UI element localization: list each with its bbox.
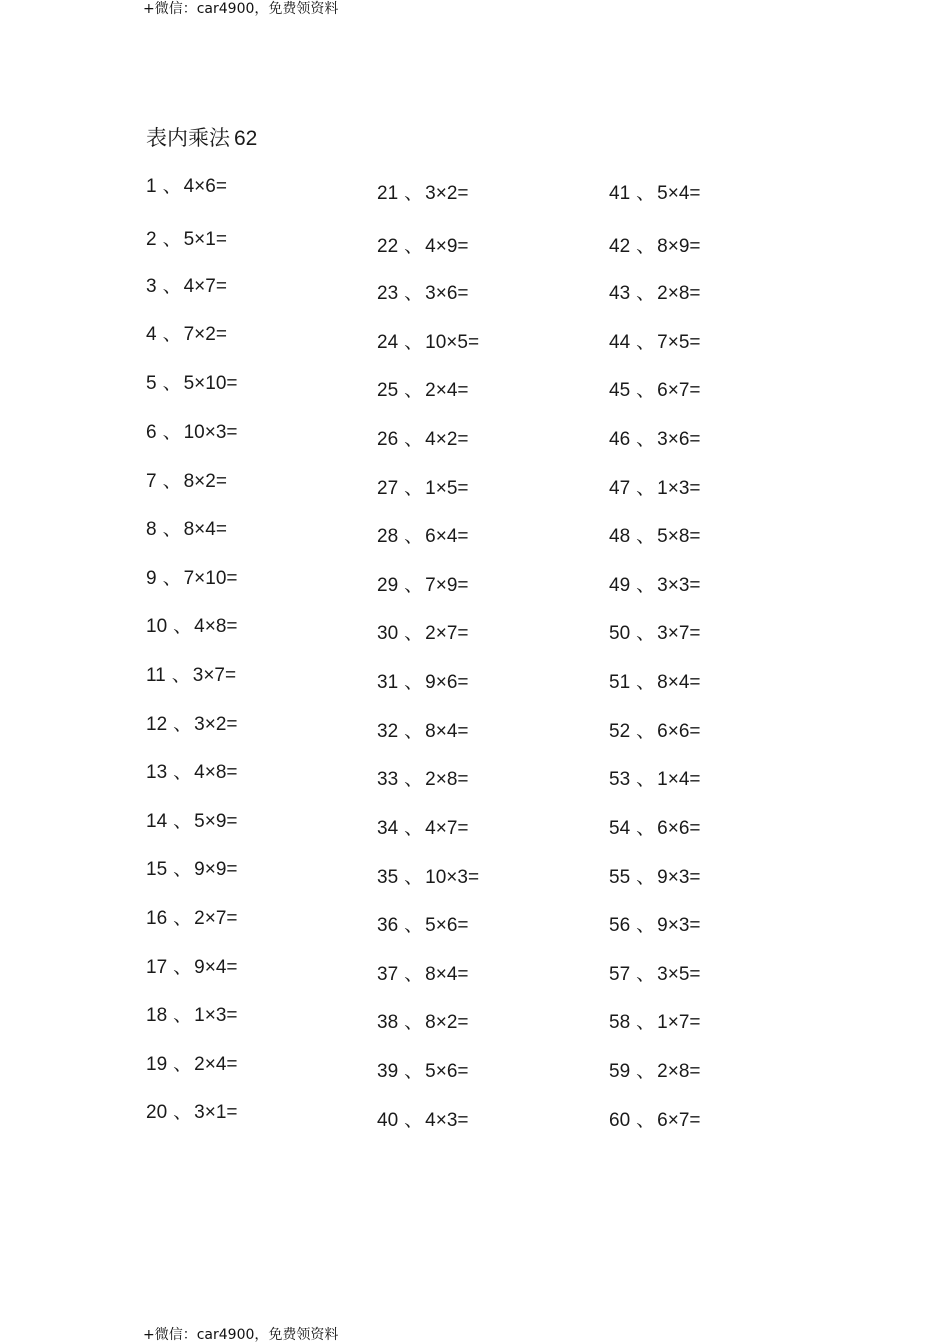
problem-expression: 6×7= xyxy=(657,1110,701,1131)
problem-number: 22 xyxy=(377,236,399,257)
problem-expression: 10×5= xyxy=(425,332,480,353)
problem-separator: 、 xyxy=(404,817,424,839)
problem-item xyxy=(146,469,227,494)
problem-number: 7 xyxy=(146,471,157,492)
problem-separator: 、 xyxy=(404,525,424,547)
problem-item xyxy=(377,767,468,792)
problem-separator: 、 xyxy=(162,567,182,589)
problem-number: 17 xyxy=(146,957,168,978)
problem-expression: 3×5= xyxy=(657,964,701,985)
problem-expression: 10×3= xyxy=(425,867,480,888)
problem-number: 43 xyxy=(609,283,631,304)
problem-item xyxy=(609,427,700,452)
problem-number: 53 xyxy=(609,769,631,790)
problem-number: 24 xyxy=(377,332,399,353)
problem-separator: 、 xyxy=(162,323,182,345)
problem-number: 6 xyxy=(146,422,157,443)
problem-number: 44 xyxy=(609,332,631,353)
problem-expression: 6×6= xyxy=(657,818,701,839)
problem-separator: 、 xyxy=(636,1109,656,1131)
problem-separator: 、 xyxy=(404,282,424,304)
problem-separator: 、 xyxy=(404,671,424,693)
problem-item xyxy=(609,524,700,549)
problem-item xyxy=(609,573,700,598)
problem-item xyxy=(377,670,468,695)
problem-separator: 、 xyxy=(404,1011,424,1033)
problem-expression: 1×3= xyxy=(657,478,701,499)
problem-number: 14 xyxy=(146,811,168,832)
problem-expression: 3×1= xyxy=(194,1102,238,1123)
problem-expression: 2×8= xyxy=(425,769,469,790)
problem-expression: 5×9= xyxy=(194,811,238,832)
problem-expression: 8×4= xyxy=(425,721,469,742)
problem-separator: 、 xyxy=(636,866,656,888)
problem-expression: 8×9= xyxy=(657,236,701,257)
problem-number: 3 xyxy=(146,276,157,297)
problem-expression: 7×5= xyxy=(657,332,701,353)
problem-number: 52 xyxy=(609,721,631,742)
problem-expression: 2×7= xyxy=(194,908,238,929)
problem-number: 55 xyxy=(609,867,631,888)
problem-number: 32 xyxy=(377,721,399,742)
problem-expression: 5×8= xyxy=(657,526,701,547)
problem-item xyxy=(146,760,237,785)
problem-separator: 、 xyxy=(636,720,656,742)
problem-item xyxy=(146,955,237,980)
problem-separator: 、 xyxy=(162,518,182,540)
problem-number: 23 xyxy=(377,283,399,304)
problem-number: 47 xyxy=(609,478,631,499)
problem-expression: 3×7= xyxy=(192,665,237,686)
problem-item xyxy=(377,234,468,259)
problem-separator: 、 xyxy=(636,235,656,257)
problem-number: 30 xyxy=(377,623,399,644)
problem-number: 39 xyxy=(377,1061,399,1082)
problem-expression: 4×7= xyxy=(425,818,469,839)
problem-expression: 5×6= xyxy=(425,1061,469,1082)
problem-item xyxy=(146,566,238,591)
problem-expression: 2×8= xyxy=(657,1061,701,1082)
problem-separator: 、 xyxy=(404,574,424,596)
problem-item xyxy=(609,816,700,841)
problem-number: 40 xyxy=(377,1110,399,1131)
problem-number: 48 xyxy=(609,526,631,547)
problem-number: 13 xyxy=(146,762,168,783)
watermark-bottom: +微信：car4900，免费领资料 xyxy=(143,1327,339,1343)
problem-expression: 6×7= xyxy=(657,380,701,401)
problem-separator: 、 xyxy=(636,1011,656,1033)
problem-separator: 、 xyxy=(404,963,424,985)
problem-separator: 、 xyxy=(173,1101,193,1123)
problem-separator: 、 xyxy=(404,428,424,450)
problem-separator: 、 xyxy=(173,1004,193,1026)
problem-expression: 6×6= xyxy=(657,721,701,742)
problem-number: 18 xyxy=(146,1005,168,1026)
problem-separator: 、 xyxy=(636,768,656,790)
problem-item xyxy=(146,663,236,688)
problem-expression: 4×7= xyxy=(183,276,227,297)
problem-expression: 1×5= xyxy=(425,478,469,499)
problem-number: 4 xyxy=(146,324,157,345)
problem-separator: 、 xyxy=(404,866,424,888)
problem-item xyxy=(609,621,700,646)
problem-item xyxy=(609,913,700,938)
title-text: 表内乘法 xyxy=(146,126,230,150)
problem-item xyxy=(377,621,468,646)
problem-item xyxy=(377,1059,468,1084)
problem-expression: 8×4= xyxy=(183,519,227,540)
problem-separator: 、 xyxy=(404,235,424,257)
problem-expression: 4×6= xyxy=(183,176,227,197)
problem-expression: 9×3= xyxy=(657,915,701,936)
problem-expression: 4×9= xyxy=(425,236,469,257)
problem-expression: 3×2= xyxy=(194,714,238,735)
problem-item xyxy=(146,517,227,542)
problem-item xyxy=(609,767,700,792)
problem-expression: 7×10= xyxy=(183,568,238,589)
problem-expression: 1×7= xyxy=(657,1012,701,1033)
problem-item xyxy=(377,281,468,306)
problem-item xyxy=(609,476,700,501)
problem-number: 27 xyxy=(377,478,399,499)
problem-number: 35 xyxy=(377,867,399,888)
problem-number: 1 xyxy=(146,176,157,197)
problem-separator: 、 xyxy=(173,858,193,880)
problem-number: 8 xyxy=(146,519,157,540)
problem-item xyxy=(609,181,700,206)
problem-expression: 9×4= xyxy=(194,957,238,978)
problem-item xyxy=(377,865,479,890)
problem-item xyxy=(146,614,237,639)
problem-number: 12 xyxy=(146,714,168,735)
problem-number: 33 xyxy=(377,769,399,790)
problem-separator: 、 xyxy=(404,1060,424,1082)
problem-number: 46 xyxy=(609,429,631,450)
title-number: 62 xyxy=(234,127,258,150)
problem-separator: 、 xyxy=(636,379,656,401)
problem-separator: 、 xyxy=(404,477,424,499)
problem-item xyxy=(377,378,468,403)
problem-item xyxy=(377,913,468,938)
problem-expression: 4×3= xyxy=(425,1110,469,1131)
problem-separator: 、 xyxy=(173,907,193,929)
problem-separator: 、 xyxy=(162,275,182,297)
problem-separator: 、 xyxy=(404,622,424,644)
problem-item xyxy=(146,1052,237,1077)
problem-separator: 、 xyxy=(173,956,193,978)
problem-separator: 、 xyxy=(636,477,656,499)
problem-item xyxy=(146,174,227,199)
problem-item xyxy=(609,719,700,744)
problem-expression: 3×3= xyxy=(657,575,701,596)
problem-expression: 8×2= xyxy=(425,1012,469,1033)
problem-separator: 、 xyxy=(173,761,193,783)
problem-number: 26 xyxy=(377,429,399,450)
problem-separator: 、 xyxy=(404,1109,424,1131)
problem-expression: 5×6= xyxy=(425,915,469,936)
problem-item xyxy=(377,524,468,549)
problem-separator: 、 xyxy=(404,182,424,204)
problem-expression: 9×3= xyxy=(657,867,701,888)
problem-item xyxy=(609,281,700,306)
problem-expression: 3×6= xyxy=(425,283,469,304)
problem-item xyxy=(146,371,238,396)
problem-number: 50 xyxy=(609,623,631,644)
problem-separator: 、 xyxy=(162,421,182,443)
problem-separator: 、 xyxy=(636,622,656,644)
problem-item xyxy=(609,1010,700,1035)
problem-expression: 2×7= xyxy=(425,623,469,644)
problem-separator: 、 xyxy=(173,615,193,637)
page-title xyxy=(146,125,257,152)
problem-number: 41 xyxy=(609,183,631,204)
problem-item xyxy=(146,274,227,299)
problem-expression: 4×8= xyxy=(194,762,238,783)
problem-separator: 、 xyxy=(173,810,193,832)
problem-item xyxy=(146,420,238,445)
problem-number: 37 xyxy=(377,964,399,985)
problem-expression: 8×4= xyxy=(657,672,701,693)
problem-expression: 7×2= xyxy=(183,324,227,345)
problem-item xyxy=(146,809,237,834)
problem-item xyxy=(609,378,700,403)
problem-number: 42 xyxy=(609,236,631,257)
problem-number: 5 xyxy=(146,373,157,394)
problem-number: 16 xyxy=(146,908,168,929)
problem-item xyxy=(377,816,468,841)
problem-separator: 、 xyxy=(636,963,656,985)
problem-item xyxy=(377,330,479,355)
problem-expression: 5×4= xyxy=(657,183,701,204)
problem-expression: 2×4= xyxy=(194,1054,238,1075)
problem-item xyxy=(609,1108,700,1133)
problem-expression: 3×2= xyxy=(425,183,469,204)
problem-separator: 、 xyxy=(636,817,656,839)
problem-separator: 、 xyxy=(636,914,656,936)
problem-number: 38 xyxy=(377,1012,399,1033)
problem-separator: 、 xyxy=(636,574,656,596)
problem-item xyxy=(377,181,468,206)
problem-item xyxy=(377,573,468,598)
problem-separator: 、 xyxy=(636,331,656,353)
problem-separator: 、 xyxy=(636,525,656,547)
problem-number: 15 xyxy=(146,859,168,880)
problem-number: 60 xyxy=(609,1110,631,1131)
problem-separator: 、 xyxy=(162,372,182,394)
problem-item xyxy=(146,712,237,737)
problem-number: 28 xyxy=(377,526,399,547)
problem-separator: 、 xyxy=(162,175,182,197)
problem-expression: 7×9= xyxy=(425,575,469,596)
problem-expression: 1×3= xyxy=(194,1005,238,1026)
problem-item xyxy=(377,719,468,744)
problem-separator: 、 xyxy=(636,1060,656,1082)
problem-number: 49 xyxy=(609,575,631,596)
problem-item xyxy=(146,227,227,252)
problem-expression: 4×8= xyxy=(194,616,238,637)
problem-separator: 、 xyxy=(636,671,656,693)
problem-number: 19 xyxy=(146,1054,168,1075)
problem-item xyxy=(377,476,468,501)
problem-number: 58 xyxy=(609,1012,631,1033)
problem-item xyxy=(609,330,700,355)
problem-expression: 1×4= xyxy=(657,769,701,790)
problem-item xyxy=(146,906,237,931)
problem-separator: 、 xyxy=(404,720,424,742)
problem-number: 54 xyxy=(609,818,631,839)
problem-item xyxy=(146,1100,237,1125)
problem-number: 34 xyxy=(377,818,399,839)
problem-expression: 8×2= xyxy=(183,471,227,492)
problem-item xyxy=(377,427,468,452)
problem-number: 20 xyxy=(146,1102,168,1123)
problem-item xyxy=(377,1108,468,1133)
problem-item xyxy=(609,962,700,987)
problem-number: 56 xyxy=(609,915,631,936)
problem-number: 31 xyxy=(377,672,399,693)
problem-separator: 、 xyxy=(404,379,424,401)
problem-item xyxy=(146,857,237,882)
problem-separator: 、 xyxy=(404,331,424,353)
problem-separator: 、 xyxy=(404,768,424,790)
problem-number: 57 xyxy=(609,964,631,985)
problem-number: 10 xyxy=(146,616,168,637)
problem-number: 9 xyxy=(146,568,157,589)
problem-item xyxy=(377,962,468,987)
problem-item xyxy=(146,322,227,347)
problem-number: 29 xyxy=(377,575,399,596)
problem-number: 2 xyxy=(146,229,157,250)
problem-item xyxy=(146,1003,237,1028)
problem-number: 21 xyxy=(377,183,399,204)
problem-expression: 9×6= xyxy=(425,672,469,693)
problem-item xyxy=(609,234,700,259)
problem-item xyxy=(609,670,700,695)
problem-separator: 、 xyxy=(173,1053,193,1075)
problem-expression: 2×4= xyxy=(425,380,469,401)
problem-separator: 、 xyxy=(636,182,656,204)
problem-expression: 3×7= xyxy=(657,623,701,644)
problem-number: 59 xyxy=(609,1061,631,1082)
problem-number: 51 xyxy=(609,672,631,693)
problem-separator: 、 xyxy=(162,228,182,250)
problem-separator: 、 xyxy=(171,664,191,686)
problem-separator: 、 xyxy=(404,914,424,936)
problem-number: 36 xyxy=(377,915,399,936)
problem-expression: 5×1= xyxy=(183,229,227,250)
problem-number: 11 xyxy=(146,665,166,686)
problem-item xyxy=(609,1059,700,1084)
problem-number: 25 xyxy=(377,380,399,401)
problem-number: 45 xyxy=(609,380,631,401)
problem-item xyxy=(377,1010,468,1035)
problem-expression: 4×2= xyxy=(425,429,469,450)
problem-expression: 6×4= xyxy=(425,526,469,547)
problem-expression: 2×8= xyxy=(657,283,701,304)
problem-expression: 5×10= xyxy=(183,373,238,394)
problem-expression: 10×3= xyxy=(183,422,238,443)
problem-separator: 、 xyxy=(636,282,656,304)
watermark-top: +微信：car4900，免费领资料 xyxy=(143,1,339,17)
problem-separator: 、 xyxy=(162,470,182,492)
problem-separator: 、 xyxy=(173,713,193,735)
problem-expression: 3×6= xyxy=(657,429,701,450)
problem-expression: 8×4= xyxy=(425,964,469,985)
problem-separator: 、 xyxy=(636,428,656,450)
problem-item xyxy=(609,865,700,890)
problem-expression: 9×9= xyxy=(194,859,238,880)
